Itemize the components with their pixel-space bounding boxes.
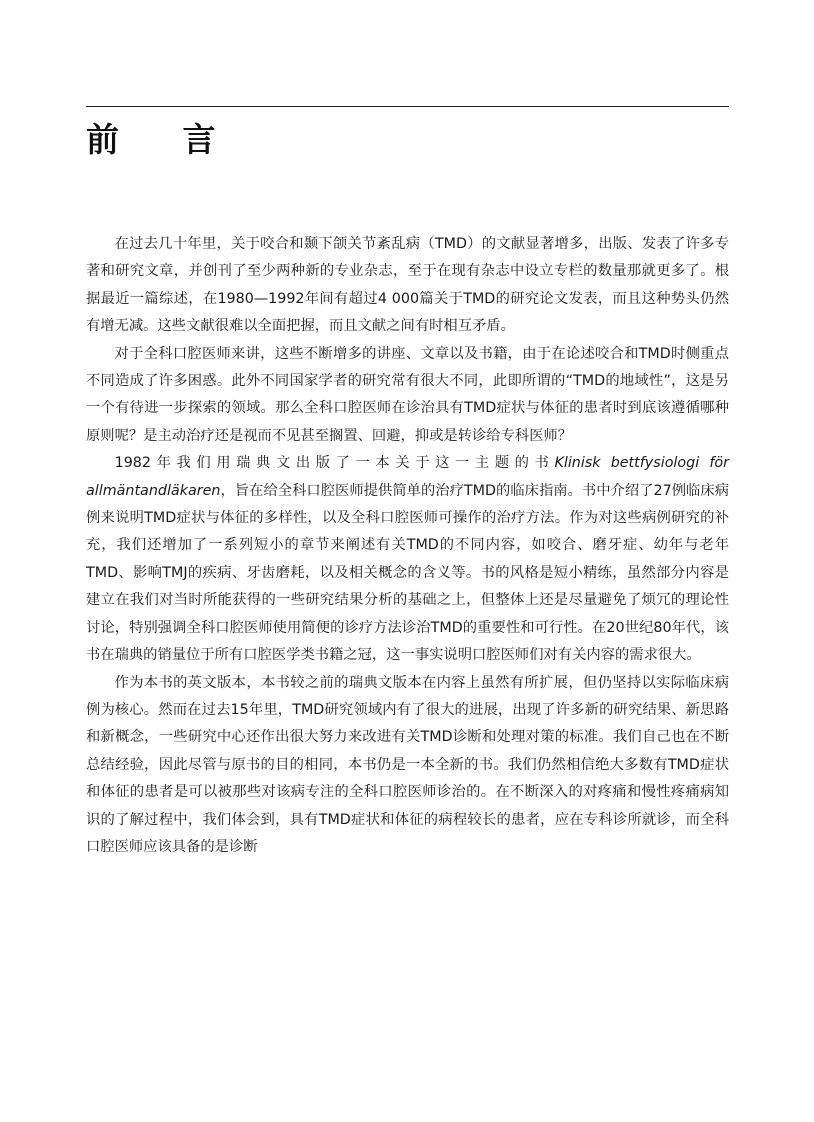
page-title: 前 言 [86, 120, 242, 159]
paragraph-3 [86, 450, 729, 669]
book-title: Klinisk bettfysiologi för allmäntandläkaren [86, 455, 730, 499]
paragraph-2: 对于全科口腔医师来讲，这些不断增多的讲座、文章以及书籍，由于在论述咬合和TMD时侧重点不同造成了许多困惑。此外不同国家学者的研究常有很大不同，此即所谓的“TMD的地域性”，这是另一个有待进一步探索的领域。那么全科口腔医师在诊治具有TMD症状与体征的患者时到底该遵循哪种原则呢？是主动治疗还是视而不见甚至搁置、回避，抑或是转诊给专科医师？ [86, 345, 729, 444]
paragraph-3-rest: ，旨在给全科口腔医师提供简单的治疗TMD的临床指南。书中介绍了27例临床病例来说明TMD症状与体征的多样性，以及全科口腔医师可操作的治疗方法。作为对这些病例研究的补充，我们还增加了一系列短小的章节来阐述有关TMD的不同内容，如咬合、磨牙症、幼年与老年TMD、影响TMJ的疾病、牙齿磨耗，以及相关概念的含义等。书的风格是短小精练，虽然部分内容是建立在我们对当时所能获得的一些研究结果分析的基础之上，但整体上还是尽量避免了烦冗的理论性讨论，特别强调全科口腔医师使用简便的诊疗方法诊治TMD的重要性和可行性。在20世纪80年代，该书在瑞典的销量位于所有口腔医学类书籍之冠，这一事实说明口腔医师们对有关内容的需求很大。 [86, 482, 729, 664]
paragraph-1: 在过去几十年里，关于咬合和颞下颌关节紊乱病（TMD）的文献显著增多，出版、发表了许多专著和研究文章，并创刊了至少两种新的专业杂志，至于在现有杂志中设立专栏的数量那就更多了。根据最近一篇综述，在1980—1992年间有超过4 000篇关于TMD的研究论文发表，而且这种势头仍然有增无减。这些文献很难以全面把握，而且文献之间有时相互矛盾。 [86, 236, 729, 335]
body-text [86, 231, 729, 861]
paragraph-3-lead: 1982年我们用瑞典文出版了一本关于这一主题的书 [114, 455, 555, 472]
paragraph-4: 作为本书的英文版本，本书较之前的瑞典文版本在内容上虽然有所扩展，但仍坚持以实际临床病例为核心。然而在过去15年里，TMD研究领域内有了很大的进展，出现了许多新的研究结果、新思路和新概念，一些研究中心还作出很大努力来改进有关TMD诊断和处理对策的标准。我们自己也在不断总结经验，因此尽管与原书的目的相同，本书仍是一本全新的书。我们仍然相信绝大多数有TMD症状和体征的患者是可以被那些对该病专注的全科口腔医师诊治的。在不断深入的对疼痛和慢性疼痛病知识的了解过程中，我们体会到，具有TMD症状和体征的病程较长的患者，应在专科诊所就诊，而全科口腔医师应该具备的是诊断 [86, 674, 729, 855]
header-rule [86, 106, 729, 107]
